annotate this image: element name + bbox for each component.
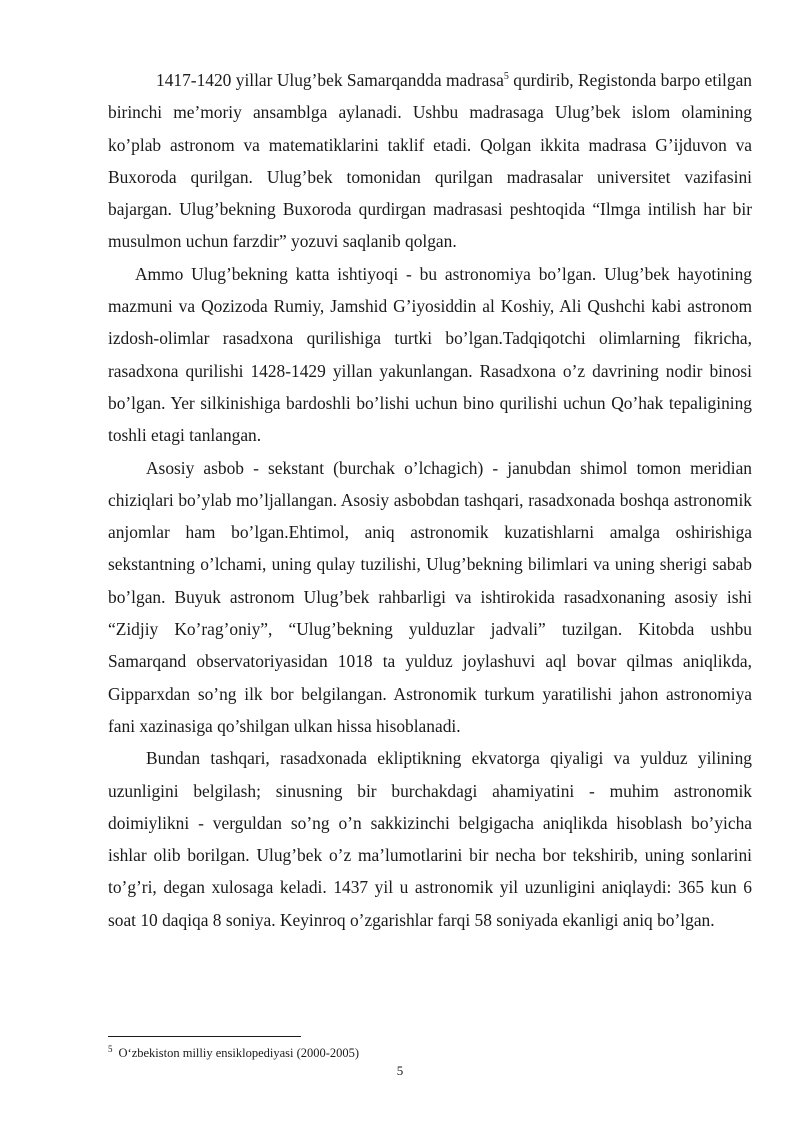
page-number: 5 [396, 1063, 404, 1078]
paragraph-4: Bundan tashqari, rasadxonada ekliptikning ekvatorga qiyaligi va yulduz yilining uzunligini belgilash; sinusning bir burchakdagi ahamiyatini - muhim astronomik doimiylikni - verguldan so’ng o’n sakkizinchi belgigacha aniqlikda hisoblash bo’yicha ishlar olib borilgan. Ulug’bek o’z ma’lumotlarini bir necha bor tekshirib, uning sonlarini to’g’ri, degan xulosaga keladi. 1437 yil u astronomik yil uzunligini aniqlaydi: 365 kun 6 soat 10 daqiqa 8 soniya. Keyinroq o’zgarishlar farqi 58 soniyada ekanligi aniq bo’lgan. [108, 748, 752, 930]
footnote-text: O‘zbekiston milliy ensiklopediyasi (2000-2005) [118, 1046, 360, 1060]
paragraph-1 [108, 64, 752, 258]
footnote-separator [108, 1036, 301, 1037]
paragraph-1-text-end: qurdirib, Registonda barpo etilgan birinchi me’moriy ansamblga aylanadi. Ushbu madrasaga Ulug’bek islom olamining ko’plab astronom va matematiklarini taklif etadi. Qolgan ikkita madrasa G’ijduvon va Buxoroda qurilgan. Ulug’bek tomonidan qurilgan madrasalar universitet vazifasini bajargan. Ulug’bekning Buxoroda qurdirgan madrasasi peshtoqida “Ilmga intilish har bir musulmon uchun farzdir” yozuvi saqlanib qolgan. [108, 70, 752, 252]
body-text [108, 64, 752, 936]
paragraph-2: Ammo Ulug’bekning katta ishtiyoqi - bu astronomiya bo’lgan. Ulug’bek hayotining mazmuni va Qozizoda Rumiy, Jamshid G’iyosiddin al Koshiy, Ali Qushchi kabi astronom izdosh-olimlar rasadxona qurilishiga turtki bo’lgan.Tadqiqotchi olimlarning fikricha, rasadxona qurilishi 1428-1429 yillan yakunlangan. Rasadxona o’z davrining nodir binosi bo’lgan. Yer silkinishiga bardoshli bo’lishi uchun bino qurilishi uchun Qo’hak tepaligining toshli etagi tanlangan. [108, 263, 752, 446]
paragraph-3: Asosiy asbob - sekstant (burchak o’lchagich) - janubdan shimol tomon meridian chiziqlari bo’ylab mo’ljallangan. Asosiy asbobdan tashqari, rasadxonada boshqa astronomik anjomlar ham bo’lgan.Ehtimol, aniq astronomik kuzatishlarni amalga oshirishiga sekstantning o’lchami, uning qulay tuzilishi, Ulug’bekning bilimlari va uning sherigi sabab bo’lgan. Buyuk astronom Ulug’bek rahbarligi va ishtirokida rasadxonaning asosiy ishi “Zidjiy Ko’rag’oniy”, “Ulug’bekning yulduzlar jadvali” tuzilgan. Kitobda ushbu Samarqand observatoriyasidan 1018 ta yulduz joylashuvi aql bovar qilmas aniqlikda, Gipparxdan so’ng ilk bor belgilangan. Astronomik turkum yaratilishi jahon astronomiya fani xazinasiga qo’shilgan ulkan hissa hisoblanadi. [108, 457, 752, 736]
footnote-reference[interactable]: 5 [503, 71, 509, 83]
footnote [108, 1045, 752, 1061]
paragraph-1-text-start: 1417-1420 yillar Ulug’bek Samarqandda madrasa [156, 70, 504, 90]
footnote-number: 5 [108, 1043, 113, 1054]
